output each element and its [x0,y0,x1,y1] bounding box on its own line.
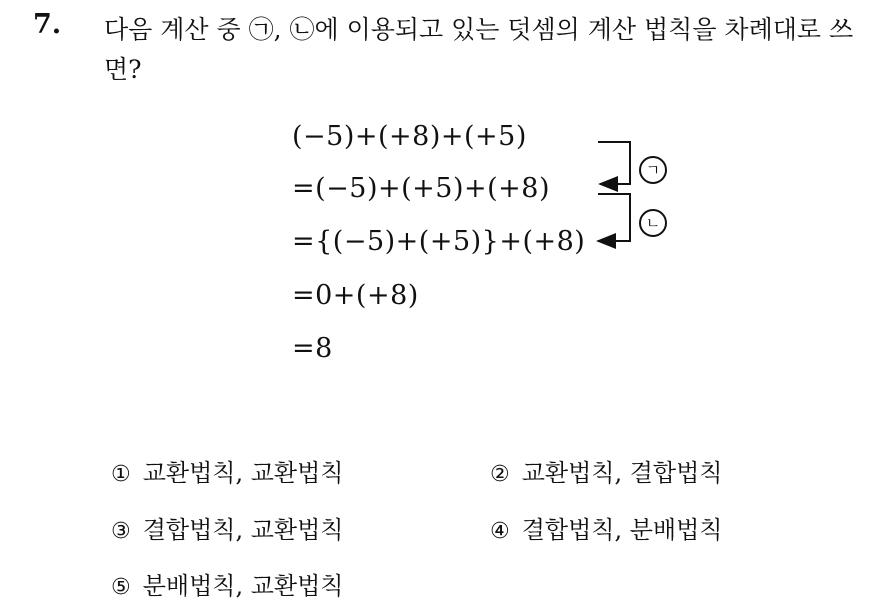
calc-line-4: =0+(+8) [292,280,419,311]
choice-4-number: ④ [490,519,510,544]
choice-1[interactable] [111,453,343,488]
choice-4-text: 결합법칙, 분배법칙 [521,516,723,544]
choice-1-text: 교환법칙, 교환법칙 [142,459,344,487]
calc-line-1: (−5)+(+8)+(+5) [292,121,527,152]
step-marker-b: ㄴ [639,209,667,237]
step-marker-a: ㄱ [639,156,667,184]
calc-line-3: ={(−5)+(+5)}+(+8) [292,226,586,257]
choice-2[interactable] [490,453,722,488]
choice-2-text: 교환법칙, 결합법칙 [521,459,723,487]
question-number: 7. [33,9,62,40]
arrow-step-a [598,142,630,184]
choice-4[interactable] [490,510,722,545]
question-text: 다음 계산 중 ㉠, ㉡에 이용되고 있는 덧셈의 계산 법칙을 차례대로 쓰면? [104,15,854,84]
choice-5[interactable] [111,566,343,601]
calc-line-5: =8 [292,333,333,364]
choice-3-number: ③ [111,519,131,544]
choice-3[interactable] [111,510,343,545]
calc-line-2: =(−5)+(+5)+(+8) [292,173,550,204]
arrow-step-b [598,194,630,241]
choice-3-text: 결합법칙, 교환법칙 [142,516,344,544]
choice-2-number: ② [490,462,510,487]
choice-1-number: ① [111,462,131,487]
choice-5-text: 분배법칙, 교환법칙 [142,572,344,600]
choice-5-number: ⑤ [111,575,131,600]
